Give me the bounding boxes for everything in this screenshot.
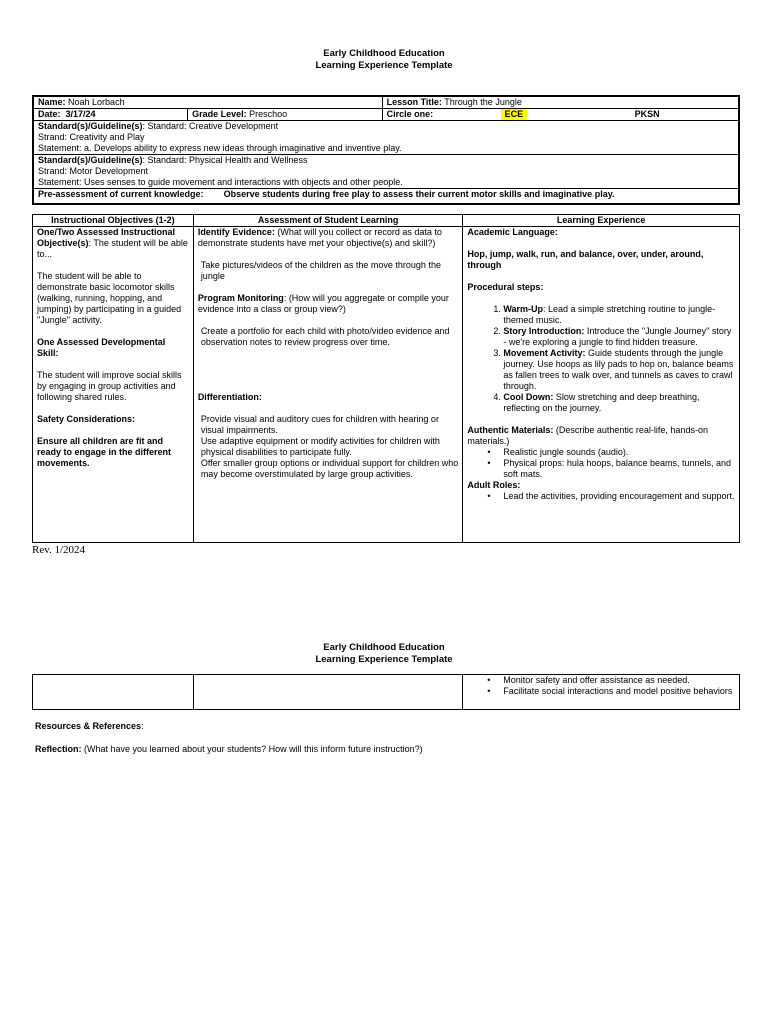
standard-1-cell: Standard(s)/Guideline(s): Standard: Creative Development Strand: Creativity and Play Statement: a. Develops ability to express new ideas through imaginative and inventive play.	[33, 121, 739, 155]
header-line-2: Learning Experience Template	[315, 653, 453, 665]
column-header-objectives: Instructional Objectives (1-2)	[33, 215, 194, 227]
pre-assessment-cell: Pre-assessment of current knowledge: Observe students during free play to assess their current motor skills and imaginative play.	[33, 189, 739, 205]
list-item: • Physical props: hula hoops, balance beams, tunnels, and soft mats.	[503, 458, 735, 480]
column-header-learning-experience: Learning Experience	[463, 215, 740, 227]
procedural-steps-list	[467, 304, 735, 414]
differentiation-item: Use adaptive equipment or modify activities for children with physical disabilities to participate fully.	[200, 436, 440, 457]
adult-roles-list	[467, 491, 735, 502]
standard-2-strand: Strand: Motor Development	[38, 166, 149, 176]
differentiation-item: Offer smaller group options or individual support for children who may become overstimulated by large group activities.	[200, 458, 459, 479]
objectives-cell: One/Two Assessed Instructional Objective(s): The student will be able to... The student will be able to demonstrate basic locomotor skills (walking, running, hopping, and jumping) by participating in a guided "Jungle" activity. One Assessed Developmental Skill: The student will improve social skills by engaging in group activities and following shared rules. Safety Considerations: Ensure all children are fit and ready to engage in the different movements.	[33, 227, 194, 543]
grade-level-value: Preschoo	[249, 109, 288, 119]
list-item: 4. Cool Down: Slow stretching and deep breathing, reflecting on the journey.	[503, 392, 735, 414]
list-item: 1. Warm-Up: Lead a simple stretching routine to jungle-themed music.	[503, 304, 735, 326]
learning-experience-cell: Academic Language: Hop, jump, walk, run, and balance, over, under, around, through Procedural steps: 1. Warm-Up: Lead a simple stretching routine to jungle-themed music. 2. Story Introduction: Introduce the "Jungle Journey" story - we're exploring a jungle to find hidden treasure. 3. Movement Activity: Guide students through the jungle journey. Use hoops as lily pads to hop on, balance beams as fallen trees to walk over, and tunnels as caves to crawl through. 4. Cool Down: Slow stretching and deep breathing, reflecting on the journey. Authentic Materials: (Describe authentic real-life, hands-on materials.) • Realistic jungle sounds (audio). • Physical props: hula hoops, balance beams, tunnels, and soft mats. Adult Roles: • Lead the activities, providing encouragement and support.	[463, 227, 740, 543]
info-table	[32, 95, 740, 205]
name-cell: Name: Noah Lorbach	[33, 96, 382, 109]
header-line-1: Early Childhood Education	[323, 642, 445, 653]
page-header	[0, 48, 768, 71]
resources-section: Resources & References:	[35, 721, 144, 731]
name-value: Noah Lorbach	[68, 97, 125, 107]
standard-2-statement: Statement: Uses senses to guide movement and interactions with objects and other people.	[38, 177, 403, 187]
lesson-title-value: Through the Jungle	[444, 97, 522, 107]
reflection-section	[35, 744, 423, 755]
header-line-1: Early Childhood Education	[323, 48, 445, 59]
list-item: 2. Story Introduction: Introduce the "Jungle Journey" story - we're exploring a jungle to find hidden treasure.	[503, 326, 735, 348]
objective-text: The student will be able to demonstrate basic locomotor skills (walking, running, hopping, and jumping) by participating in a guided "Jungle" activity.	[37, 271, 182, 325]
grade-level-cell: Grade Level: Preschoo	[188, 109, 382, 121]
reflection-label: Reflection:	[35, 744, 82, 754]
academic-language-label: Academic Language:	[467, 227, 558, 237]
procedural-steps-label: Procedural steps:	[467, 282, 544, 292]
date-value: 3/17/24	[65, 109, 96, 119]
developmental-skill-text: The student will improve social skills by engaging in group activities and following shared rules.	[37, 370, 182, 402]
list-item: • Monitor safety and offer assistance as needed.	[503, 675, 735, 686]
lesson-title-cell: Lesson Title: Through the Jungle	[382, 96, 739, 109]
adult-roles-list-continued	[467, 675, 735, 697]
circle-one-cell: Circle one: ECE PKSN	[382, 109, 739, 121]
column-header-assessment: Assessment of Student Learning	[193, 215, 463, 227]
continuation-table	[32, 674, 740, 710]
list-item: • Lead the activities, providing encouragement and support.	[503, 491, 735, 502]
list-item: 3. Movement Activity: Guide students through the jungle journey. Use hoops as lily pads to hop on, balance beams as fallen trees to walk over, and tunnels as caves to crawl through.	[503, 348, 735, 392]
reflection-prompt: (What have you learned about your students? How will this inform future instruction?)	[81, 744, 423, 754]
list-item: • Realistic jungle sounds (audio).	[503, 447, 735, 458]
adult-roles-label: Adult Roles:	[467, 480, 521, 490]
empty-cell	[193, 675, 463, 710]
differentiation-item: Provide visual and auditory cues for children with hearing or visual impairments.	[200, 414, 439, 435]
standard-1-statement: Statement: a. Develops ability to express new ideas through imaginative and inventive play.	[38, 143, 402, 153]
revision-label: Rev. 1/2024	[32, 544, 86, 556]
standard-2-cell: Standard(s)/Guideline(s): Standard: Physical Health and Wellness Strand: Motor Development Statement: Uses senses to guide movement and interactions with objects and other people.	[33, 155, 739, 189]
list-item: • Facilitate social interactions and model positive behaviors	[503, 686, 735, 697]
header-line-2: Learning Experience Template	[315, 59, 453, 71]
resources-label: Resources & References	[35, 721, 142, 731]
safety-text: Ensure all children are fit and ready to engage in the different movements.	[37, 436, 172, 468]
evidence-text: Take pictures/videos of the children as the move through the jungle	[200, 260, 441, 281]
academic-language-text: Hop, jump, walk, run, and balance, over, under, around, through	[467, 249, 704, 270]
pre-assessment-value: Observe students during free play to assess their current motor skills and imaginative play.	[223, 189, 615, 199]
page-header-2	[0, 642, 768, 665]
materials-list	[467, 447, 735, 480]
adult-roles-continued-cell	[463, 675, 740, 710]
differentiation-label: Differentiation:	[197, 392, 262, 402]
program-monitoring-text: Create a portfolio for each child with photo/video evidence and observation notes to review progress over time.	[200, 326, 450, 347]
circle-option-ece: ECE	[501, 109, 528, 120]
empty-cell	[33, 675, 194, 710]
assessment-cell: Identify Evidence: (What will you collect or record as data to demonstrate students have met your objective(s) and skill?) Take pictures/videos of the children as the move through the jungle Program Monitoring: (How will you aggregate or compile your evidence into a class or group view?) Create a portfolio for each child with photo/video evidence and observation notes to review progress over time. Differentiation: Provide visual and auditory cues for children with hearing or visual impairments. Use adaptive equipment or modify activities for children with physical disabilities to participate fully. Offer smaller group options or individual support for children who may become overstimulated by large group activities.	[193, 227, 463, 543]
main-table	[32, 214, 740, 543]
standard-1-strand: Strand: Creativity and Play	[38, 132, 145, 142]
developmental-skill-label: One Assessed Developmental Skill:	[37, 337, 166, 358]
safety-label: Safety Considerations:	[37, 414, 136, 424]
circle-option-pksn: PKSN	[634, 109, 660, 119]
date-cell: Date: 3/17/24	[33, 109, 188, 121]
